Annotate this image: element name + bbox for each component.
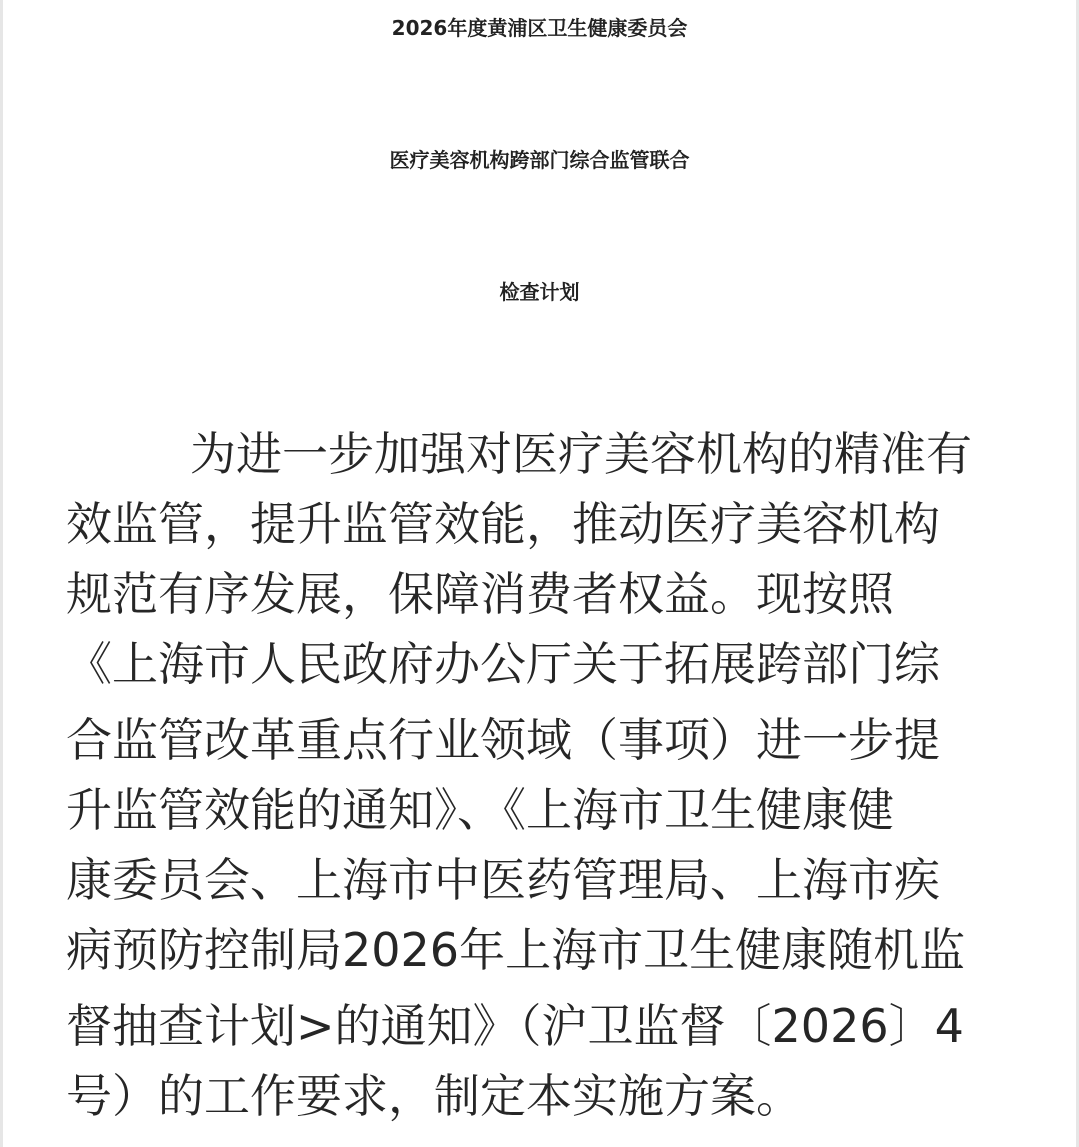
body-text-line: 规范有序发展，保障消费者权益。现按照 [66,567,894,621]
body-text-line: 为进一步加强对医疗美容机构的精准有 [190,427,972,481]
body-text-line: 督抽查计划>的通知》（沪卫监督〔2026〕4 [66,999,964,1053]
body-text-line: 升监管效能的通知》、《上海市卫生健康健 [66,783,894,837]
body-text-line: 康委员会、上海市中医药管理局、上海市疾 [66,853,940,907]
body-text-line: 《上海市人民政府办公厅关于拓展跨部门综 [66,637,940,691]
body-text-line: 病预防控制局2026年上海市卫生健康随机监 [66,923,966,977]
body-text-line: 合监管改革重点行业领域（事项）进一步提 [66,713,940,767]
document-title-line-2: 医疗美容机构跨部门综合监管联合 [389,148,690,172]
document-title-line-1: 2026年度黄浦区卫生健康委员会 [391,16,688,40]
body-text-line: 号）的工作要求，制定本实施方案。 [66,1069,802,1123]
document-title-line-3: 检查计划 [499,280,580,304]
body-text-line: 效监管，提升监管效能，推动医疗美容机构 [66,497,940,551]
